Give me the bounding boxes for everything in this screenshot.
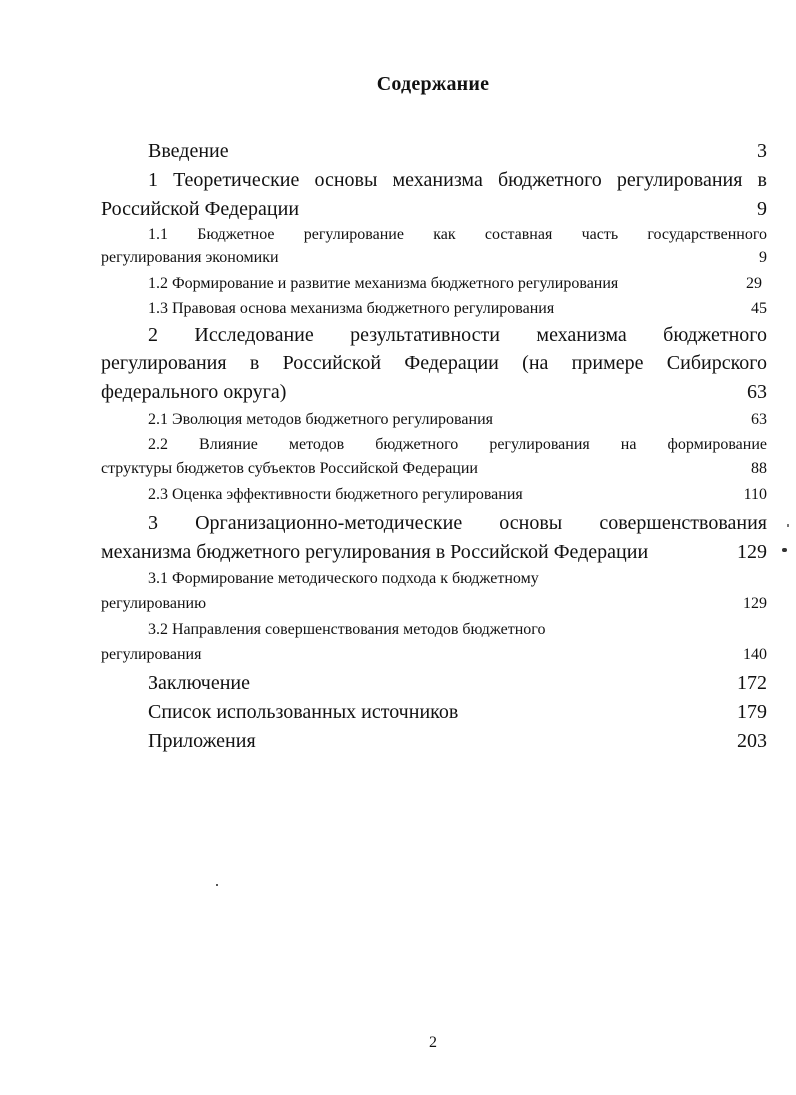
toc-entry-line: 1 Теоретические основы механизма бюджетного регулирования в <box>148 169 767 191</box>
toc-entry-line: 3.2 Направления совершенствования методов бюджетного <box>148 621 546 638</box>
toc-entry-page: 88 <box>751 460 767 477</box>
toc-entry-label: Заключение <box>148 672 250 694</box>
toc-entry-label: 2.1 Эволюция методов бюджетного регулирования <box>148 411 493 428</box>
toc-entry-line: механизма бюджетного регулирования в Российской Федерации <box>101 541 649 563</box>
page-number: 2 <box>429 1034 437 1051</box>
toc-entry-page: 9 <box>757 198 767 220</box>
toc-entry-line: регулирования экономики <box>101 249 279 266</box>
toc-entry-page: 203 <box>737 730 767 752</box>
toc-entry-line: 2.2 Влияние методов бюджетного регулирования на формирование <box>148 436 767 453</box>
toc-entry-line: 3.1 Формирование методического подхода к бюджетному <box>148 570 539 587</box>
toc-entry-page: 129 <box>743 595 767 612</box>
toc-entry-page: 3 <box>757 140 767 162</box>
toc-entry-label: 2.3 Оценка эффективности бюджетного регулирования <box>148 486 523 503</box>
toc-entry-line: регулированию <box>101 595 207 612</box>
toc-entry-label: Список использованных источников <box>148 701 459 723</box>
toc-entry-line: регулирования в Российской Федерации (на примере Сибирского <box>101 352 767 374</box>
toc-entry-page: 110 <box>743 486 767 503</box>
toc-entry-line: структуры бюджетов субъектов Российской Федерации <box>101 460 478 477</box>
toc-entry-label: 1.2 Формирование и развитие механизма бюджетного регулирования <box>148 275 619 292</box>
page-title: Содержание <box>376 73 490 95</box>
toc-entry-page: 29 <box>746 275 762 292</box>
toc-entry-page: 45 <box>751 300 767 317</box>
toc-entry-page: 63 <box>751 411 767 428</box>
toc-entry-line: 2 Исследование результативности механизма бюджетного <box>148 324 767 346</box>
toc-entry-line: Российской Федерации <box>101 198 300 220</box>
toc-entry-line: 3 Организационно-методические основы совершенствования <box>148 512 767 534</box>
scan-artifact-mark <box>216 884 218 886</box>
toc-entry-page: 172 <box>737 672 767 694</box>
toc-entry-label: 1.3 Правовая основа механизма бюджетного регулирования <box>148 300 555 317</box>
scan-artifact-mark <box>782 548 787 552</box>
toc-entry-label: Приложения <box>148 730 256 752</box>
toc-entry-page: 9 <box>759 249 767 266</box>
toc-entry-line: регулирования <box>101 646 202 663</box>
toc-entry-page: 129 <box>737 541 767 563</box>
scan-artifact-mark <box>787 524 789 527</box>
toc-entry-page: 179 <box>737 701 767 723</box>
toc-entry-line: федерального округа) <box>101 381 287 403</box>
toc-entry-page: 63 <box>747 381 767 403</box>
toc-entry-line: 1.1 Бюджетное регулирование как составная часть государственного <box>148 226 767 243</box>
toc-entry-label: Введение <box>148 140 229 162</box>
toc-entry-page: 140 <box>743 646 767 663</box>
